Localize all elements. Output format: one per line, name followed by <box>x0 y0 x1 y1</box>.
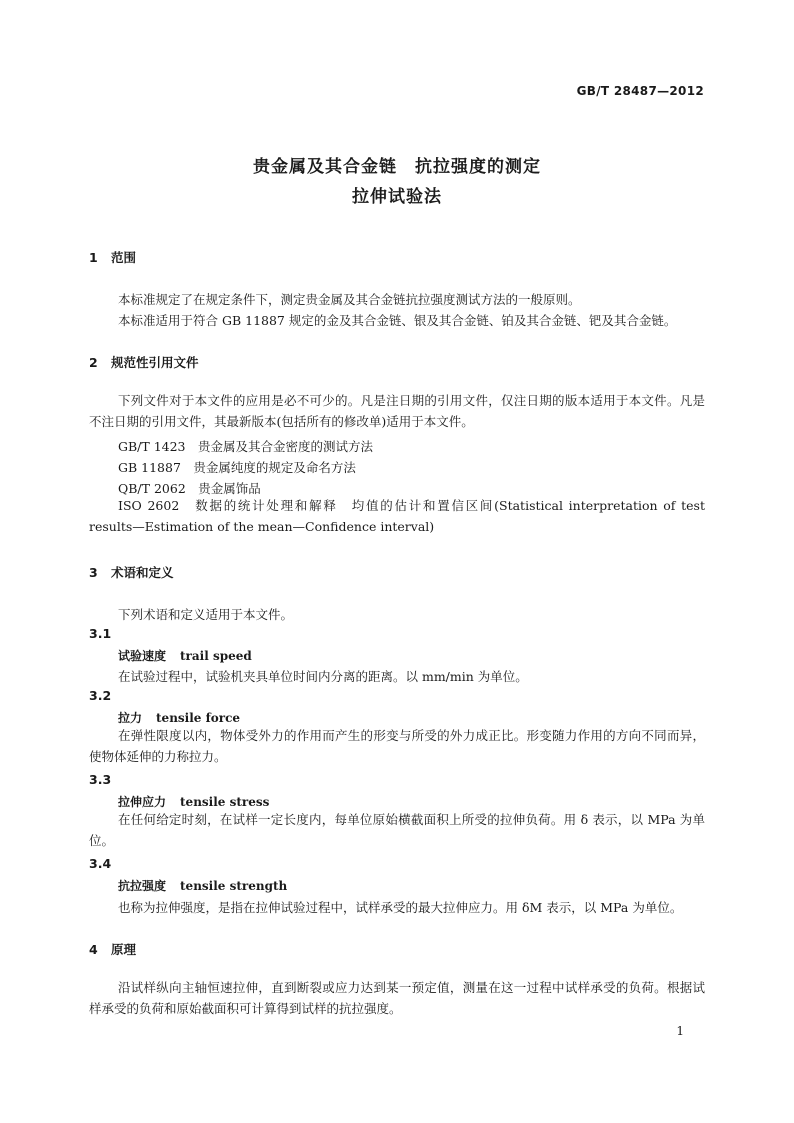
term-definition-3-2: 在弹性限度以内，物体受外力的作用而产生的形变与所受的外力成正比。形变随力作用的方向不同而异，使物体延伸的力称拉力。 <box>89 728 705 764</box>
clause-number-3-3: 3.3 <box>89 772 112 787</box>
principle-paragraph: 沿试样纵向主轴恒速拉伸，直到断裂或应力达到某一预定值，测量在这一过程中试样承受的负荷。根据试样承受的负荷和原始截面积可计算得到试样的抗拉强度。 <box>89 980 705 1016</box>
term-en: tensile strength <box>180 879 288 893</box>
term-en: trail speed <box>180 649 252 663</box>
term-zh: 试验速度 <box>118 649 167 663</box>
term-en: tensile force <box>156 711 241 725</box>
section-number: 2 <box>89 355 98 370</box>
section-2-heading <box>89 353 199 371</box>
page-number: 1 <box>676 1024 684 1038</box>
term-definition-3-3: 在任何给定时刻，在试样一定长度内，每单位原始横截面积上所受的拉伸负荷。用 δ 表示，以 MPa 为单位。 <box>89 812 705 848</box>
scope-paragraph-2: 本标准适用于符合 GB 11887 规定的金及其合金链、银及其合金链、铂及其合金链、钯及其合金链。 <box>118 313 677 328</box>
reference-iso2602: ISO 2602 数据的统计处理和解释 均值的估计和置信区间(Statistical interpretation of test results—Estimation of the mean—Confidence interval) <box>89 498 705 534</box>
section-3-heading <box>89 563 174 581</box>
section-title: 原理 <box>111 942 137 957</box>
reference-gb11887: GB 11887 贵金属纯度的规定及命名方法 <box>118 460 356 475</box>
term-tensile-strength <box>118 877 287 894</box>
term-definition-3-1: 在试验过程中，试验机夹具单位时间内分离的距离。以 mm/min 为单位。 <box>118 669 528 684</box>
section-title: 术语和定义 <box>111 565 174 580</box>
clause-number-3-4: 3.4 <box>89 856 112 871</box>
reference-qbt2062: QB/T 2062 贵金属饰品 <box>118 481 261 496</box>
section-title: 范围 <box>111 250 137 265</box>
section-number: 1 <box>89 250 98 265</box>
normative-intro-paragraph: 下列文件对于本文件的应用是必不可少的。凡是注日期的引用文件，仅注日期的版本适用于本文件。凡是不注日期的引用文件，其最新版本(包括所有的修改单)适用于本文件。 <box>89 393 705 429</box>
section-number: 4 <box>89 942 98 957</box>
term-trail-speed <box>118 647 252 664</box>
standard-number: GB/T 28487—2012 <box>576 84 704 98</box>
term-zh: 拉力 <box>118 711 143 725</box>
section-number: 3 <box>89 565 98 580</box>
term-zh: 抗拉强度 <box>118 879 167 893</box>
document-title-line2: 拉伸试验法 <box>352 187 442 207</box>
term-tensile-stress <box>118 793 269 810</box>
scope-paragraph-1: 本标准规定了在规定条件下，测定贵金属及其合金链抗拉强度测试方法的一般原则。 <box>118 292 581 307</box>
terms-intro: 下列术语和定义适用于本文件。 <box>118 607 294 622</box>
term-definition-3-4: 也称为拉伸强度，是指在拉伸试验过程中，试样承受的最大拉伸应力。用 δM 表示，以 MPa 为单位。 <box>118 900 683 915</box>
section-4-heading <box>89 940 136 958</box>
section-1-heading <box>89 248 136 266</box>
reference-gbt1423: GB/T 1423 贵金属及其合金密度的测试方法 <box>118 439 374 454</box>
term-zh: 拉伸应力 <box>118 795 167 809</box>
term-en: tensile stress <box>180 795 270 809</box>
clause-number-3-1: 3.1 <box>89 626 112 641</box>
clause-number-3-2: 3.2 <box>89 688 112 703</box>
document-title-line1: 贵金属及其合金链 抗拉强度的测定 <box>253 157 541 177</box>
term-tensile-force <box>118 709 240 726</box>
section-title: 规范性引用文件 <box>111 355 199 370</box>
